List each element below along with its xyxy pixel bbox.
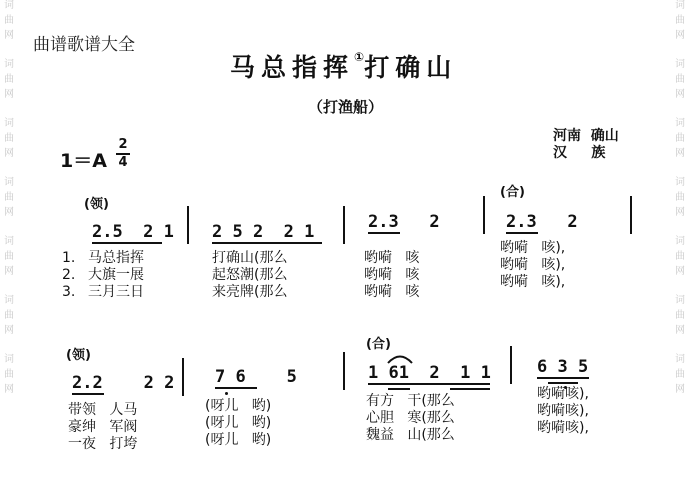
notes-measure-5: 2.2 2 2 [72, 373, 175, 393]
lyric-verse2-m8: 哟嗬咳), [537, 403, 589, 419]
lyric-verse2-m7: 心胆 寒(那么 [366, 410, 455, 426]
notes-measure-2: 2 5 2 2 1 [212, 222, 315, 242]
lyric-verse1-m5: 带领 人马 [68, 402, 138, 418]
notes-measure-6: 7 6 5 [215, 367, 297, 387]
lyric-verse3-m3: 哟嗬 咳 [364, 284, 420, 300]
lyric-verse1-m2: 打确山(那么 [212, 250, 288, 266]
watermark-glyph: 曲 [4, 251, 14, 262]
watermark-glyph: 网 [4, 384, 14, 395]
origin-ethnicity: 汉 族 [553, 145, 606, 161]
watermark-glyph: 网 [4, 30, 14, 41]
notes-measure-7: 1 61 2 1 1 [368, 363, 491, 383]
beam-underline [537, 377, 589, 379]
watermark-glyph: 网 [675, 266, 685, 277]
lyric-verse1-m6: (呀儿 哟) [205, 398, 272, 414]
watermark-glyph: 网 [4, 207, 14, 218]
watermark-glyph: 词 [4, 236, 14, 247]
beam-underline [368, 232, 400, 234]
site-name: 曲谱歌谱大全 [33, 35, 135, 55]
watermark-glyph: 词 [675, 354, 685, 365]
watermark-glyph: 曲 [4, 310, 14, 321]
watermark-glyph: 词 [675, 118, 685, 129]
lyric-verse1-m8: 哟嗬咳), [537, 386, 589, 402]
time-signature-top: 2 [118, 137, 128, 152]
octave-dot [225, 392, 228, 395]
notes-measure-4: 2.3 2 [506, 212, 578, 232]
watermark-glyph: 曲 [675, 133, 685, 144]
watermark-glyph: 曲 [4, 15, 14, 26]
watermark-glyph: 词 [4, 295, 14, 306]
watermark-glyph: 曲 [675, 192, 685, 203]
watermark-glyph: 词 [675, 295, 685, 306]
notes-measure-3: 2.3 2 [368, 212, 440, 232]
lyric-verse2-m1: 大旗一展 [88, 267, 144, 283]
origin-region: 河南 确山 [553, 128, 619, 144]
beam-underline [92, 242, 162, 244]
lyric-verse1-m4: 哟嗬 咳), [500, 240, 566, 256]
watermark-glyph: 词 [675, 236, 685, 247]
notes-measure-1: 2.5 2 1 [92, 222, 174, 242]
title-footnote-mark: ① [354, 50, 365, 64]
watermark-glyph: 曲 [4, 133, 14, 144]
lyric-verse3-m6: (呀儿 哟) [205, 432, 272, 448]
beam-underline [72, 393, 104, 395]
bar-line [630, 196, 632, 234]
watermark-glyph: 网 [675, 325, 685, 336]
verse-number: 1. [62, 250, 76, 266]
lyric-verse3-m8: 哟嗬咳), [537, 420, 589, 436]
lyric-verse3-m7: 魏益 山(那么 [366, 427, 455, 443]
watermark-glyph: 曲 [675, 74, 685, 85]
song-origin [553, 128, 619, 162]
watermark-glyph: 网 [675, 89, 685, 100]
lead-marker: (领) [84, 197, 109, 212]
song-subtitle: （打渔船） [308, 98, 384, 116]
watermark-glyph: 网 [675, 148, 685, 159]
watermark-column-left [2, 0, 16, 413]
watermark-glyph: 词 [4, 118, 14, 129]
beam-underline [506, 232, 538, 234]
watermark-glyph: 词 [4, 177, 14, 188]
chorus-marker: (合) [500, 185, 525, 200]
watermark-glyph: 网 [675, 30, 685, 41]
chorus-marker: (合) [366, 337, 391, 352]
lyric-verse2-m4: 哟嗬 咳), [500, 257, 566, 273]
watermark-glyph: 曲 [4, 369, 14, 380]
watermark-glyph: 曲 [675, 251, 685, 262]
beam-underline [215, 387, 257, 389]
watermark-glyph: 曲 [675, 310, 685, 321]
bar-line [187, 206, 189, 244]
lyric-verse1-m1: 马总指挥 [88, 250, 144, 266]
watermark-column-right [673, 0, 687, 413]
beam-underline-double [388, 388, 410, 390]
watermark-glyph: 词 [675, 177, 685, 188]
lyric-verse3-m5: 一夜 打垮 [68, 436, 138, 452]
song-title [230, 48, 457, 84]
watermark-glyph: 词 [675, 59, 685, 70]
watermark-glyph: 词 [4, 354, 14, 365]
key-signature: 1＝A [60, 150, 107, 172]
slur-mark [386, 352, 414, 364]
title-main: 马总指挥 [230, 53, 355, 82]
beam-underline [368, 383, 490, 385]
watermark-glyph: 词 [4, 59, 14, 70]
watermark-glyph: 网 [4, 266, 14, 277]
beam-underline-double [548, 382, 578, 384]
lyric-verse2-m6: (呀儿 哟) [205, 415, 272, 431]
watermark-glyph: 词 [4, 0, 14, 11]
watermark-glyph: 网 [675, 384, 685, 395]
verse-number: 3. [62, 284, 76, 300]
bar-line [343, 206, 345, 244]
watermark-glyph: 曲 [675, 15, 685, 26]
title-tail: 打确山 [364, 53, 458, 82]
watermark-glyph: 网 [675, 207, 685, 218]
watermark-glyph: 网 [4, 148, 14, 159]
bar-line [483, 196, 485, 234]
beam-underline-double [450, 388, 490, 390]
watermark-glyph: 词 [675, 0, 685, 11]
lyric-verse2-m2: 起怒潮(那么 [212, 267, 288, 283]
lyric-verse3-m4: 哟嗬 咳), [500, 274, 566, 290]
watermark-glyph: 网 [4, 89, 14, 100]
watermark-glyph: 曲 [4, 74, 14, 85]
lyric-verse1-m3: 哟嗬 咳 [364, 250, 420, 266]
lead-marker: (领) [66, 348, 91, 363]
watermark-glyph: 曲 [675, 369, 685, 380]
bar-line [510, 346, 512, 384]
bar-line [182, 358, 184, 396]
lyric-verse3-m2: 来亮牌(那么 [212, 284, 288, 300]
watermark-glyph: 曲 [4, 192, 14, 203]
time-signature-bottom: 4 [118, 155, 128, 170]
watermark-glyph: 网 [4, 325, 14, 336]
lyric-verse2-m3: 哟嗬 咳 [364, 267, 420, 283]
time-signature [116, 138, 130, 170]
lyric-verse2-m5: 豪绅 军阀 [68, 419, 138, 435]
beam-underline [212, 242, 322, 244]
bar-line [343, 352, 345, 390]
notes-measure-8: 6 3 5 [537, 357, 589, 377]
lyric-verse1-m7: 有方 干(那么 [366, 393, 455, 409]
verse-number: 2. [62, 267, 76, 283]
lyric-verse3-m1: 三月三日 [88, 284, 144, 300]
